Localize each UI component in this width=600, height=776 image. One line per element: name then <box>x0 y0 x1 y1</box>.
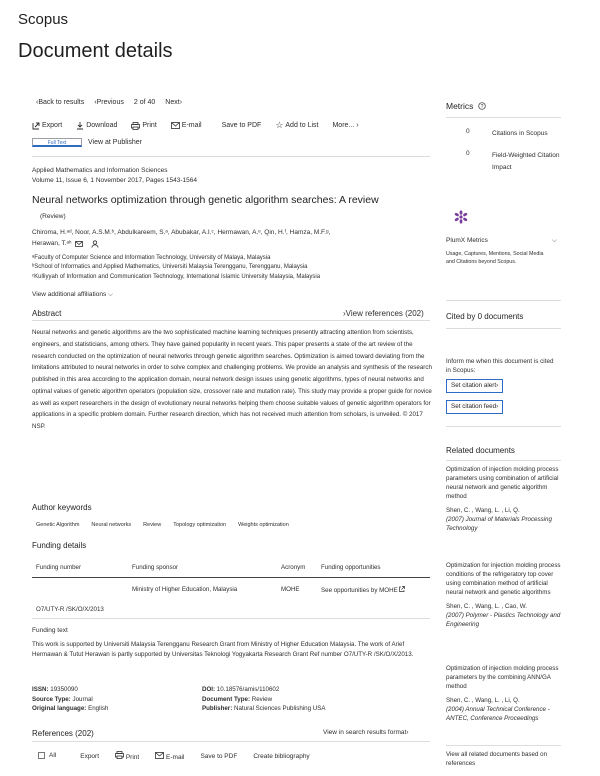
set-citation-feed-button[interactable]: Set citation feed› <box>446 400 503 414</box>
keyword-list <box>36 522 289 529</box>
document-metadata: ISSN: 19350090 Source Type: Journal Original language: English <box>32 686 109 713</box>
source-info <box>32 166 197 186</box>
opportunities-link[interactable]: See opportunities by MOHE <box>321 586 405 595</box>
divider <box>446 328 561 329</box>
chevron-left-icon: ‹ <box>94 99 97 106</box>
abstract-heading: Abstract <box>32 309 62 318</box>
table-row <box>32 582 430 602</box>
related-document <box>446 665 561 724</box>
save-pdf-button[interactable]: Save to PDF <box>221 122 262 130</box>
view-references-link[interactable]: ›View references (202) <box>343 309 424 318</box>
email-icon <box>155 752 164 759</box>
doc-type-value: Review <box>251 695 273 703</box>
column-header: Funding opportunities <box>321 564 381 571</box>
chevron-right-icon: › <box>343 309 346 318</box>
person-icon[interactable] <box>91 240 99 248</box>
related-journal: (2007) Journal of Materials Processing Technology <box>446 515 552 532</box>
page-title: Document details <box>18 40 173 62</box>
add-to-list-button[interactable]: ☆ Add to List <box>275 120 319 130</box>
chevron-right-icon: › <box>406 729 409 736</box>
keyword[interactable]: Topology optimization <box>173 522 227 528</box>
abstract-text: Neural networks and genetic algorithms are the two sophisticated machine learning techniques presently attracting attention from scientists, engineers, and statisticians, among others. They have gained popularity in recent years. This paper presents a state of the art review of the research conducted on the optimization of neural networks through genetic algorithm searches. Optimization is aimed toward deviating from the limitations attributed to neural networks in order to solve complex and challenging problems. We provide an analysis and synthesis of the research published in this area according to the application domain, neural network design issues using genetic algorithms, types of neural networks and optimal values of genetic algorithm operators (population size, crossover rate and mutation rate). This study may provide a proper guide for novice as well as expert researchers in the design of evolutionary neural networks helping them choose suitable values of genetic algorithm operators for applications in a specific problem domain. Further research direction, which has not received much attention from scholars, is unveiled. © 2017 NSP. <box>32 329 432 431</box>
document-metadata: DOI: 10.18576/amis/110602 Document Type: Review Publisher: Natural Sciences Publishing USA <box>202 686 326 713</box>
chevron-right-icon: › <box>496 403 499 410</box>
authors-line[interactable]: Herawan, T.ᵃʰ <box>32 240 72 248</box>
export-button[interactable]: Export <box>80 752 100 760</box>
affiliation: ᵃFaculty of Computer Science and Information Technology, University of Malaya, Malaysia <box>32 255 271 261</box>
external-link-icon <box>399 586 405 592</box>
column-header: Funding sponsor <box>132 564 179 571</box>
keyword[interactable]: Weights optimization <box>238 522 289 528</box>
related-title-link[interactable]: Optimization of injection molding process parameters by the combining ANN/GA method <box>446 665 559 690</box>
funding-text: This work is supported by Universiti Malaysia Terengganu Research Grant from Ministry of Higher Education Malaysia. The work of Arief Hermawan & Tutut Herawan is partly supported by Universitas Teknologi Yogyakarta Research Grant Ref number O7/UTY-R /SK/O/X/2013. <box>32 641 414 659</box>
volume-info: Volume 11, Issue 6, 1 November 2017, Pages 1543-1564 <box>32 176 198 184</box>
related-authors: Shen, C. , Wang, L. , Cao, W. <box>446 602 527 610</box>
divider <box>446 426 561 427</box>
references-heading: References (202) <box>32 729 94 738</box>
email-icon[interactable] <box>75 241 83 247</box>
table-header-row <box>32 562 430 582</box>
author-list <box>32 227 432 249</box>
chevron-right-icon: › <box>179 99 183 106</box>
chevron-right-icon: › <box>496 382 499 389</box>
export-button[interactable]: Export <box>32 121 62 130</box>
publisher-value: Natural Sciences Publishing USA <box>234 705 326 713</box>
related-authors: Shen, C. , Wang, L. , Li, Q. <box>446 506 520 514</box>
metrics-heading: Metrics ? <box>446 101 486 112</box>
keyword[interactable]: Review <box>143 522 162 528</box>
article-title: Neural networks optimization through genetic algorithm searches: A review <box>32 194 379 206</box>
scopus-brand[interactable]: Scopus <box>18 11 69 28</box>
full-text-button[interactable]: Full Text <box>32 138 82 147</box>
email-button[interactable]: E-mail <box>155 752 184 762</box>
sponsor-cell: Ministry of Higher Education, Malaysia <box>132 586 238 593</box>
info-icon[interactable] <box>478 102 486 110</box>
star-icon: ☆ <box>275 120 284 130</box>
divider <box>446 745 561 746</box>
related-title-link[interactable]: Optimization of injection molding process parameters using combination of artificial neural network and genetic algorithm method <box>446 466 559 500</box>
citation-alert-info: Inform me when this document is cited in Scopus: <box>446 358 554 375</box>
doi-value: 10.18576/amis/110602 <box>216 686 280 693</box>
export-icon <box>32 122 40 130</box>
fwci-label: Field-Weighted Citation Impact <box>492 152 560 172</box>
affiliation: ᶜKulliyyah of Information and Communication Technology, International Islamic University Malaysia, Malaysia <box>32 273 321 280</box>
result-position: 2 of 40 <box>133 99 156 106</box>
divider <box>446 460 561 461</box>
svg-text:?: ? <box>480 104 484 110</box>
plumx-description: Usage, Captures, Mentions, Social Media and Citations beyond Scopus. <box>446 251 544 265</box>
back-to-results-link[interactable]: ‹Back to results <box>36 99 85 106</box>
access-row <box>32 138 142 147</box>
divider <box>32 577 430 578</box>
print-icon <box>131 122 140 130</box>
chevron-right-icon: › <box>356 122 359 130</box>
journal-name[interactable]: Applied Mathematics and Information Sciences <box>32 167 168 174</box>
related-title-link[interactable]: Optimization for injection molding process conditions of the refrigeratory top cover using combination method of artificial neural network and genetic algorithms <box>446 562 561 596</box>
view-affiliations-toggle[interactable]: View additional affiliations ⌵ <box>32 291 113 298</box>
references-toolbar <box>38 751 310 762</box>
funding-heading: Funding details <box>32 541 87 550</box>
keyword[interactable]: Neural networks <box>91 522 132 528</box>
more-button[interactable]: More... › <box>332 122 359 130</box>
related-document <box>446 466 561 534</box>
keyword[interactable]: Genetic Algorithm <box>36 522 80 528</box>
funding-text-heading: Funding text <box>32 627 68 634</box>
email-button[interactable]: E-mail <box>171 121 202 130</box>
related-document <box>446 562 561 630</box>
chevron-down-icon: ⌵ <box>108 291 113 298</box>
plumx-logo-icon[interactable] <box>454 210 468 224</box>
document-type-badge: (Review) <box>40 213 66 220</box>
related-authors: Shen, C. , Wang, L. , Li, Q. <box>446 696 520 704</box>
select-all-checkbox[interactable]: All <box>38 752 56 761</box>
affiliation: ᵇSchool of Informatics and Applied Mathematics, Universiti Malaysia Terengganu, Terengganu, Malaysia <box>32 264 308 271</box>
view-all-related-link[interactable]: View all related documents based on references <box>446 751 548 767</box>
citations-label: Citations in Scopus <box>492 130 548 137</box>
document-toolbar <box>32 120 359 132</box>
divider <box>32 618 430 619</box>
next-link[interactable]: Next› <box>165 99 183 106</box>
divider <box>446 117 561 118</box>
divider <box>32 741 430 742</box>
download-icon <box>76 122 84 130</box>
download-button[interactable]: Download <box>76 121 117 130</box>
previous-link[interactable]: ‹Previous <box>94 99 124 106</box>
save-pdf-button[interactable]: Save to PDF <box>200 752 238 760</box>
issn-value: 19350090 <box>50 686 78 693</box>
print-button[interactable]: Print <box>115 751 139 762</box>
related-journal: (2004) Annual Technical Conference - ANTEC, Conference Proceedings <box>446 705 550 722</box>
email-icon <box>171 122 180 129</box>
citations-count: 0 <box>466 128 470 135</box>
keywords-heading: Author keywords <box>32 503 92 512</box>
chevron-down-icon: ⌵ <box>552 237 557 244</box>
related-journal: (2007) Polymer - Plastics Technology and Engineering <box>446 611 561 628</box>
funding-table <box>32 562 430 622</box>
set-citation-alert-button[interactable]: Set citation alert› <box>446 379 503 393</box>
chevron-left-icon: ‹ <box>36 99 39 106</box>
table-row <box>32 602 430 622</box>
divider <box>32 156 430 157</box>
acronym-cell: MOHE <box>281 586 300 593</box>
view-at-publisher-link[interactable]: View at Publisher <box>88 139 142 146</box>
column-header: Acronym <box>281 564 306 571</box>
divider <box>32 320 430 321</box>
related-documents-heading: Related documents <box>446 446 515 455</box>
authors-line[interactable]: Chiroma, H.ᵃᵈ, Noor, A.S.M.ᵇ, Abdulkareem, S.ᵃ, Abubakar, A.I.ᶜ, Hermawan, A.ᵉ, Qin, H.ᶠ, Hamza, M.F.ᵍ, <box>32 229 331 236</box>
column-header: Funding number <box>36 564 82 571</box>
funding-number-cell: O7/UTY-R /SK/O/X/2013 <box>36 606 104 613</box>
print-icon <box>115 751 124 759</box>
cited-by-heading: Cited by 0 documents <box>446 312 524 321</box>
plumx-metrics-toggle[interactable]: PlumX Metrics ⌵ <box>446 237 557 244</box>
view-in-search-link[interactable]: View in search results format› <box>323 729 409 736</box>
print-button[interactable]: Print <box>131 121 156 130</box>
language-value: English <box>88 705 109 713</box>
affiliations <box>32 254 320 282</box>
divider <box>446 300 561 301</box>
create-bibliography-button[interactable]: Create bibliography <box>253 752 310 760</box>
result-navigation <box>36 98 182 107</box>
fwci-count: 0 <box>466 150 470 157</box>
source-type-value: Journal <box>72 695 93 703</box>
